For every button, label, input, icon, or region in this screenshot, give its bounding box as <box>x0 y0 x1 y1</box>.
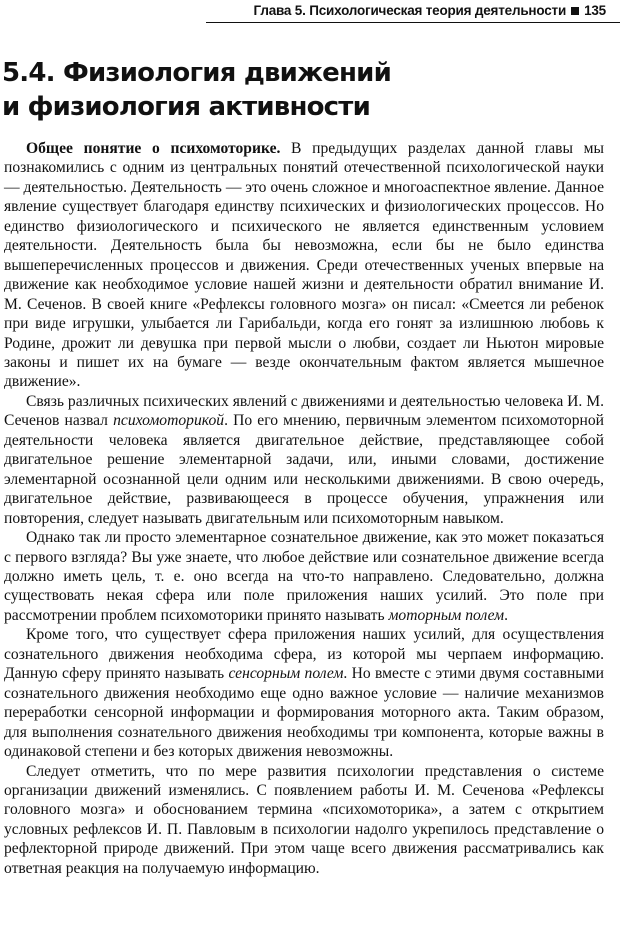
paragraph-1-lead: Общее понятие о психомоторике. <box>26 140 281 157</box>
paragraph-4-before: Кроме того, что существует сфера приложения наших усилий, для осуществления сознательного движения необходима сфера, из которой мы черпаем информацию. Данную сферу принято называть <box>4 626 604 683</box>
paragraph-3-after: . <box>504 606 509 624</box>
paragraph-3-term: моторным полем <box>388 606 505 624</box>
section-title-line-2: и физиология активности <box>2 92 370 122</box>
paragraph-5 <box>4 762 604 879</box>
paragraph-1-text: В предыдущих разделах данной главы мы познакомились с одним из центральных понятий отечественной психологической науки — деятельностью. Деятельность — это очень сложное и многоаспектное явление. Данное явление существует благодаря единству психических и физиологических процессов. Но единство физиологического и психического не является единственным условием деятельности. Деятельность была бы невозможна, если бы не было единства вышеперечисленных процессов и движения. Среди отечественных ученых впервые на движение как необходимое условие нашей жизни и деятельности обратил внимание И. М. Сеченов. В своей книге «Рефлексы головного мозга» он писал: «Смеется ли ребенок при виде игрушки, улыбается ли Гарибальди, когда его гонят за излишнюю любовь к Родине, дрожит ли девушка при первой мысли о любви, создает ли Ньютон мировые законы и пишет их на бумаге — везде окончательным фактом является мышечное движение». <box>4 140 604 391</box>
running-header <box>254 3 606 18</box>
paragraph-1 <box>4 139 604 392</box>
paragraph-2-before: Связь различных психических явлений с движениями и деятельностью человека И. М. Сеченов назвал <box>4 392 604 430</box>
paragraph-3-before: Однако так ли просто элементарное сознательное движение, как это может показаться с первого взгляда? Вы уже знаете, что любое действие или сознательное движение всегда должно иметь цель, т. е. оно всегда на что-то направлено. Следовательно, должна существовать некая сфера или поле приложения наших усилий. Это поле при рассмотрении проблем психомоторики принято называть <box>4 529 604 624</box>
body-text <box>4 139 604 878</box>
square-bullet-icon <box>571 7 579 15</box>
header-rule <box>206 22 620 23</box>
page-number: 135 <box>584 3 606 18</box>
section-title <box>2 56 602 124</box>
paragraph-4-term: сенсорным полем <box>228 665 344 683</box>
paragraph-4 <box>4 625 604 761</box>
paragraph-2-term: психомоторикой <box>113 412 225 430</box>
paragraph-3 <box>4 528 604 625</box>
paragraph-2 <box>4 392 604 528</box>
paragraph-2-after: . По его мнению, первичным элементом психомоторной деятельности человека является двигательное действие, представляющее собой двигательное решение элементарной задачи, или, иными словами, достижение элементарной осознанной цели одним или несколькими движениями. В свою очередь, двигательное действие, развивающееся в процессе обучения, упражнения или повторения, следует называть двигательным или психомоторным навыком. <box>4 412 604 527</box>
running-title: Глава 5. Психологическая теория деятельности <box>253 3 567 18</box>
paragraph-5-text: Следует отметить, что по мере развития психологии представления о системе организации движений изменялись. С появлением работы И. М. Сеченова «Рефлексы головного мозга» и обоснованием термина «психомоторика», а затем с открытием условных рефлексов И. П. Павловым в психологии надолго укрепилось представление о рефлекторной природе движений. При этом чаще всего движения рассматривались как ответная реакция на получаемую информацию. <box>4 762 604 877</box>
paragraph-4-after: . Но вместе с этими двумя составными сознательного движения необходимо еще одно важное условие — наличие механизмов переработки сенсорной информации и формирования моторного акта. Таким образом, для выполнения сознательного движения необходимы три компонента, которые важны в одинаковой степени и без которых движения невозможны. <box>4 665 604 761</box>
section-title-line-1: 5.4. Физиология движений <box>2 58 392 88</box>
